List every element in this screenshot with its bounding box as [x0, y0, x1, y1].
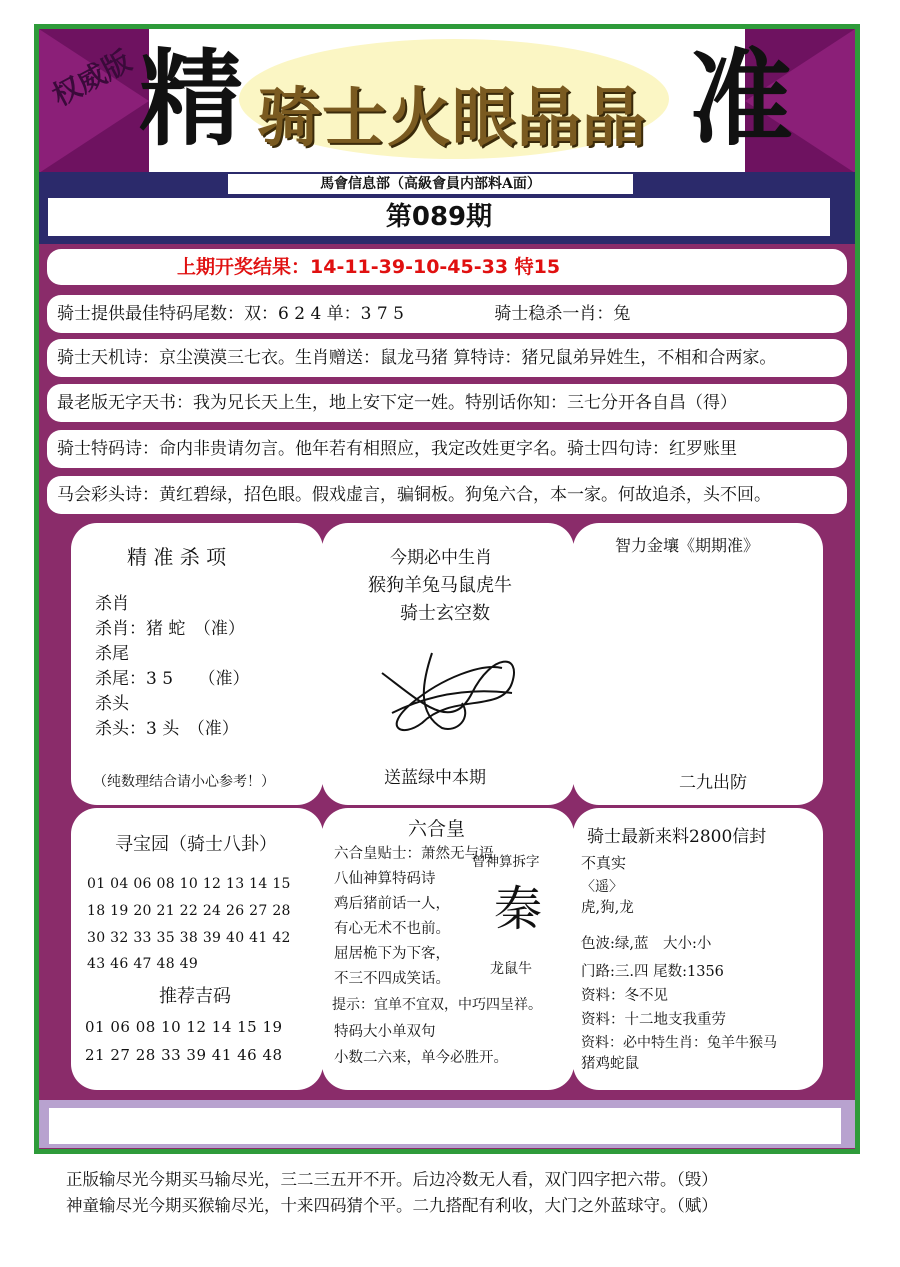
kill-box	[71, 523, 323, 805]
liuhe-side-label: 曾神算拆字	[472, 854, 540, 870]
treasure-numbers: 01 04 06 08 10 12 13 14 15	[87, 876, 291, 892]
must-win-bottom: 送蓝绿中本期	[384, 768, 486, 788]
latest-line: 资料：冬不见	[581, 988, 668, 1004]
kill-row: 杀尾：3 5 （准）	[95, 669, 250, 689]
line-poem-3: 骑士特码诗：命内非贵请勿言。他年若有相照应，我定改姓更字名。骑士四句诗：红罗账里	[47, 430, 847, 468]
signature-scribble-icon	[362, 633, 542, 743]
liuhe-big-char: 秦	[494, 881, 543, 937]
wisdom-title: 智力金壤《期期准》	[615, 536, 760, 555]
latest-line: 色波:绿,蓝 大小:小	[581, 936, 712, 952]
footer-line: 正版输尽光今期买马输尽光，三二三五开不开。后边冷数无人看，双门四字把六带。（毁）	[66, 1170, 718, 1189]
line-poem-2: 最老版无字天书：我为兄长天上生，地上安下定一姓。特别话你知：三七分开各自昌（得）	[47, 384, 847, 422]
latest-line: 资料：必中特生肖：兔羊牛猴马	[581, 1035, 777, 1051]
liuhe-line: 有心无术不也前。	[334, 921, 450, 937]
latest-title: 骑士最新来料2800信封	[587, 827, 767, 847]
liuhe-line: 提示：宜单不宜双，中巧四呈祥。	[332, 997, 542, 1013]
bottom-blank-box	[49, 1108, 841, 1144]
treasure-numbers: 43 46 47 48 49	[87, 956, 199, 972]
must-win-box	[322, 523, 574, 805]
liuhe-side-bottom: 龙鼠牛	[490, 961, 532, 977]
liuhe-line: 特码大小单双句	[334, 1024, 436, 1040]
kill-box-title: 精 准 杀 项	[127, 545, 227, 569]
wisdom-bottom: 二九出防	[679, 773, 747, 793]
kill-note: （纯数理结合请小心参考！）	[93, 774, 275, 790]
big-char-right: 准	[689, 38, 794, 160]
liuhe-title: 六合皇	[408, 818, 466, 840]
main-title: 骑士火眼晶晶	[257, 81, 647, 156]
liuhe-line: 八仙神算特码诗	[334, 871, 436, 887]
must-win-title: 今期必中生肖	[390, 548, 492, 568]
liuhe-line: 六合皇贴士：萧然无与语	[334, 846, 494, 862]
big-char-left: 精	[139, 38, 244, 160]
kill-row: 杀头：3 头 （准）	[95, 719, 239, 739]
lucky-numbers: 21 27 28 33 39 41 46 48	[85, 1046, 283, 1064]
line-poem-4: 马会彩头诗：黄红碧绿，招色眼。假戏虚言，骗铜板。狗兔六合，本一家。何故追杀，头不回。	[47, 476, 847, 514]
kill-row: 杀肖：猪 蛇 （准）	[95, 619, 245, 639]
authority-badge: 权威版	[46, 44, 137, 113]
line-poem-1: 骑士天机诗：京尘漠漠三七衣。生肖赠送：鼠龙马猪 算特诗：猪兄鼠弟异姓生，不相和合两家。	[47, 339, 847, 377]
latest-line: 资料：十二地支我重劳	[581, 1012, 726, 1028]
lucky-title: 推荐吉码	[159, 986, 231, 1007]
poster-header	[39, 29, 855, 172]
subtitle: 馬會信息部（高級會員内部料A面）	[228, 174, 633, 194]
kill-row: 杀肖	[95, 594, 129, 614]
footer-line: 神童输尽光今期买猴输尽光，十来四码猜个平。二九搭配有利收，大门之外蓝球守。（赋）	[66, 1196, 718, 1215]
liuhe-line: 不三不四成笑话。	[334, 971, 450, 987]
treasure-box	[71, 808, 323, 1090]
latest-line: 不真实	[581, 854, 627, 872]
latest-box	[573, 808, 823, 1090]
latest-line: 〈遥〉	[581, 879, 623, 895]
line-tail-numbers: 骑士提供最佳特码尾数：双：6 2 4 单：3 7 5 骑士稳杀一肖：兔	[47, 295, 847, 333]
wisdom-box	[573, 523, 823, 805]
latest-line: 虎,狗,龙	[581, 900, 634, 916]
latest-line: 门路:三.四 尾数:1356	[581, 964, 724, 980]
must-win-sub: 骑士玄空数	[400, 603, 490, 624]
liuhe-line: 小数二六来，单今必胜开。	[334, 1050, 508, 1066]
liuhe-line: 屈居桅下为下客，	[334, 946, 450, 962]
latest-line: 猪鸡蛇鼠	[581, 1056, 639, 1072]
treasure-title: 寻宝园（骑士八卦）	[115, 834, 277, 855]
last-result: 上期开奖结果：14-11-39-10-45-33 特15	[47, 249, 847, 285]
kill-row: 杀尾	[95, 644, 129, 664]
liuhe-box	[322, 808, 574, 1090]
kill-row: 杀头	[95, 694, 129, 714]
issue-number: 第089期	[48, 198, 830, 236]
liuhe-line: 鸡后猪前话一人，	[334, 896, 450, 912]
lucky-numbers: 01 06 08 10 12 14 15 19	[85, 1018, 283, 1036]
must-win-zodiacs: 猴狗羊兔马鼠虎牛	[368, 575, 512, 596]
treasure-numbers: 18 19 20 21 22 24 26 27 28	[87, 903, 291, 919]
treasure-numbers: 30 32 33 35 38 39 40 41 42	[87, 930, 291, 946]
